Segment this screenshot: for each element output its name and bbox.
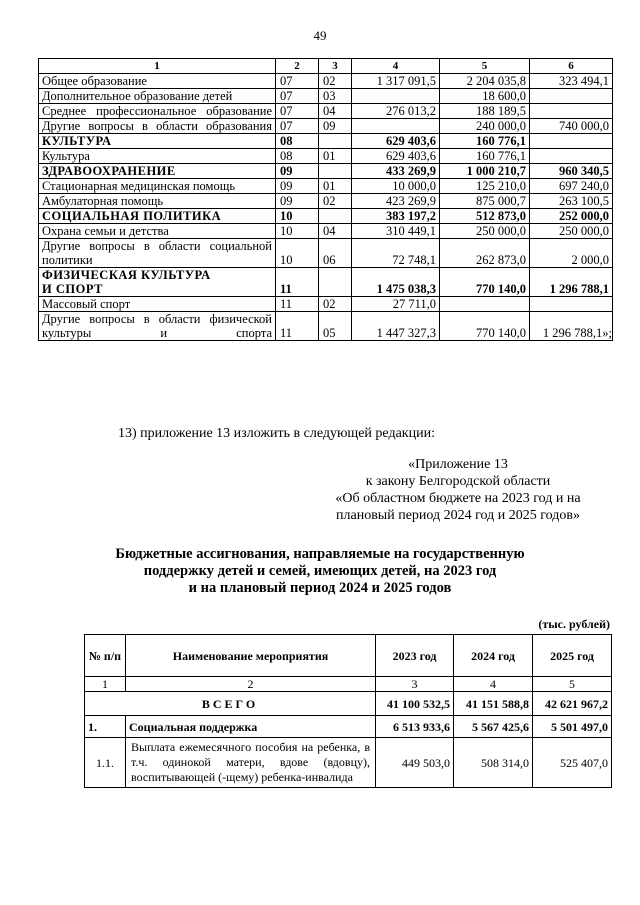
item-name: Выплата ежемесячного пособия на ребенка, в т.ч. одинокой матери, вдове (вдовцу), воспитывающей (-щему) ребенка-инвалида (126, 738, 376, 788)
total-2024: 41 151 588,8 (454, 692, 533, 716)
row-name: ЗДРАВООХРАНЕНИЕ (39, 164, 276, 179)
row-name: Другие вопросы в области социальной политики (39, 239, 276, 268)
value-2023: 629 403,6 (352, 149, 440, 164)
row-name: Среднее профессиональное образование (39, 104, 276, 119)
table-row (85, 738, 612, 788)
section-name: Социальная поддержка (126, 716, 376, 738)
total-row (85, 692, 612, 716)
section-number: 1. (85, 716, 126, 738)
row-name: Дополнительное образование детей (39, 89, 276, 104)
value-2023: 433 269,9 (352, 164, 440, 179)
subsection-code: 02 (319, 297, 352, 312)
value-2024: 160 776,1 (440, 149, 530, 164)
table-row (39, 179, 613, 194)
value-2023: 629 403,6 (352, 134, 440, 149)
section-2024: 5 567 425,6 (454, 716, 533, 738)
value-2025: 1 296 788,1»; (530, 312, 613, 341)
value-2025: 740 000,0 (530, 119, 613, 134)
heading-line: поддержку детей и семей, имеющих детей, на 2023 год (143, 563, 497, 579)
header-name: Наименование мероприятия (126, 635, 376, 677)
item-2024: 508 314,0 (454, 738, 533, 788)
subsection-code: 03 (319, 89, 352, 104)
table-row (39, 89, 613, 104)
amendment-paragraph: 13) приложение 13 изложить в следующей редакции: (118, 426, 435, 441)
value-2024: 160 776,1 (440, 134, 530, 149)
value-2023: 27 711,0 (352, 297, 440, 312)
column-index: 2 (126, 677, 376, 692)
allocations-table (84, 634, 612, 788)
column-index: 1 (85, 677, 126, 692)
annex-law-title: «Об областном бюджете на 2023 год и на (335, 491, 581, 506)
subsection-code (319, 209, 352, 224)
value-2023: 1 317 091,5 (352, 74, 440, 89)
column-index: 3 (376, 677, 454, 692)
value-2023: 423 269,9 (352, 194, 440, 209)
value-2023: 10 000,0 (352, 179, 440, 194)
total-2025: 42 621 967,2 (533, 692, 612, 716)
table-row (39, 239, 613, 268)
section-code: 08 (276, 134, 319, 149)
value-2024: 875 000,7 (440, 194, 530, 209)
heading-line: и на плановый период 2024 и 2025 годов (188, 580, 452, 596)
table-row (39, 134, 613, 149)
table-row (39, 224, 613, 239)
section-code: 07 (276, 74, 319, 89)
column-index: 4 (352, 59, 440, 74)
total-2023: 41 100 532,5 (376, 692, 454, 716)
value-2025 (530, 297, 613, 312)
item-number: 1.1. (85, 738, 126, 788)
value-2023 (352, 89, 440, 104)
value-2024: 512 873,0 (440, 209, 530, 224)
column-index: 3 (319, 59, 352, 74)
column-index: 4 (454, 677, 533, 692)
section-code: 10 (276, 239, 319, 268)
annex-law-title-cont: плановый период 2024 год и 2025 годов» (336, 508, 580, 523)
row-name: Общее образование (39, 74, 276, 89)
row-name: Стационарная медицинская помощь (39, 179, 276, 194)
table-header-row (39, 59, 613, 74)
section-2025: 5 501 497,0 (533, 716, 612, 738)
table-row (39, 149, 613, 164)
table-row (39, 164, 613, 179)
section-code: 09 (276, 164, 319, 179)
subsection-code: 09 (319, 119, 352, 134)
value-2024: 770 140,0 (440, 268, 530, 297)
section-code: 11 (276, 268, 319, 297)
subsection-code: 01 (319, 179, 352, 194)
section-code: 09 (276, 179, 319, 194)
table-row (39, 104, 613, 119)
table-row (39, 119, 613, 134)
value-2025: 250 000,0 (530, 224, 613, 239)
column-index: 6 (530, 59, 613, 74)
subsection-code: 02 (319, 194, 352, 209)
subsection-code: 04 (319, 104, 352, 119)
row-name: Массовый спорт (39, 297, 276, 312)
value-2024: 18 600,0 (440, 89, 530, 104)
section-code: 07 (276, 104, 319, 119)
annex-title: «Приложение 13 (408, 457, 508, 472)
value-2023 (352, 119, 440, 134)
table-row (39, 209, 613, 224)
row-name: Другие вопросы в области физической культуры и спорта (39, 312, 276, 341)
value-2025: 2 000,0 (530, 239, 613, 268)
row-name: Амбулаторная помощь (39, 194, 276, 209)
value-2025: 252 000,0 (530, 209, 613, 224)
expenditure-table (38, 58, 613, 341)
subsection-code: 01 (319, 149, 352, 164)
column-index: 5 (533, 677, 612, 692)
value-2025: 697 240,0 (530, 179, 613, 194)
subsection-code: 05 (319, 312, 352, 341)
annex-caption (308, 456, 608, 524)
section-code: 08 (276, 149, 319, 164)
value-2024: 188 189,5 (440, 104, 530, 119)
column-index: 1 (39, 59, 276, 74)
table-row (39, 74, 613, 89)
value-2023: 72 748,1 (352, 239, 440, 268)
row-name: Охрана семьи и детства (39, 224, 276, 239)
value-2024: 2 204 035,8 (440, 74, 530, 89)
value-2023: 1 447 327,3 (352, 312, 440, 341)
subsection-code (319, 164, 352, 179)
value-2025: 960 340,5 (530, 164, 613, 179)
value-2024: 125 210,0 (440, 179, 530, 194)
value-2025: 1 296 788,1 (530, 268, 613, 297)
row-name: Другие вопросы в области образования (39, 119, 276, 134)
section-2023: 6 513 933,6 (376, 716, 454, 738)
value-2025: 263 100,5 (530, 194, 613, 209)
table-row (39, 194, 613, 209)
value-2025 (530, 89, 613, 104)
item-2025: 525 407,0 (533, 738, 612, 788)
section-code: 09 (276, 194, 319, 209)
value-2023: 310 449,1 (352, 224, 440, 239)
value-2024 (440, 297, 530, 312)
row-name: ФИЗИЧЕСКАЯ КУЛЬТУРА И СПОРТ (39, 268, 276, 297)
value-2024: 770 140,0 (440, 312, 530, 341)
page-number: 49 (313, 28, 327, 43)
value-2024: 262 873,0 (440, 239, 530, 268)
heading-line: Бюджетные ассигнования, направляемые на государственную (115, 546, 525, 562)
subsection-code: 06 (319, 239, 352, 268)
value-2025: 323 494,1 (530, 74, 613, 89)
units-label: (тыс. рублей) (538, 617, 610, 631)
value-2024: 240 000,0 (440, 119, 530, 134)
row-name: Культура (39, 149, 276, 164)
section-code: 07 (276, 119, 319, 134)
value-2025 (530, 104, 613, 119)
header-2025: 2025 год (533, 635, 612, 677)
annex-law: к закону Белгородской области (365, 474, 551, 489)
header-2024: 2024 год (454, 635, 533, 677)
value-2023: 383 197,2 (352, 209, 440, 224)
table-row (39, 312, 613, 341)
value-2023: 276 013,2 (352, 104, 440, 119)
table-header-row (85, 635, 612, 677)
subsection-code: 02 (319, 74, 352, 89)
section-code: 11 (276, 297, 319, 312)
document-heading (0, 546, 640, 597)
item-2023: 449 503,0 (376, 738, 454, 788)
subsection-code: 04 (319, 224, 352, 239)
column-index: 5 (440, 59, 530, 74)
section-code: 11 (276, 312, 319, 341)
total-label: ВСЕГО (85, 692, 376, 716)
value-2024: 250 000,0 (440, 224, 530, 239)
value-2025 (530, 134, 613, 149)
section-code: 10 (276, 224, 319, 239)
column-index: 2 (276, 59, 319, 74)
value-2023: 1 475 038,3 (352, 268, 440, 297)
row-name: КУЛЬТУРА (39, 134, 276, 149)
header-number: № п/п (85, 635, 126, 677)
index-row (85, 677, 612, 692)
section-row (85, 716, 612, 738)
section-code: 10 (276, 209, 319, 224)
value-2025 (530, 149, 613, 164)
section-code: 07 (276, 89, 319, 104)
table-row (39, 297, 613, 312)
header-2023: 2023 год (376, 635, 454, 677)
subsection-code (319, 134, 352, 149)
subsection-code (319, 268, 352, 297)
row-name: СОЦИАЛЬНАЯ ПОЛИТИКА (39, 209, 276, 224)
table-row (39, 268, 613, 297)
value-2024: 1 000 210,7 (440, 164, 530, 179)
